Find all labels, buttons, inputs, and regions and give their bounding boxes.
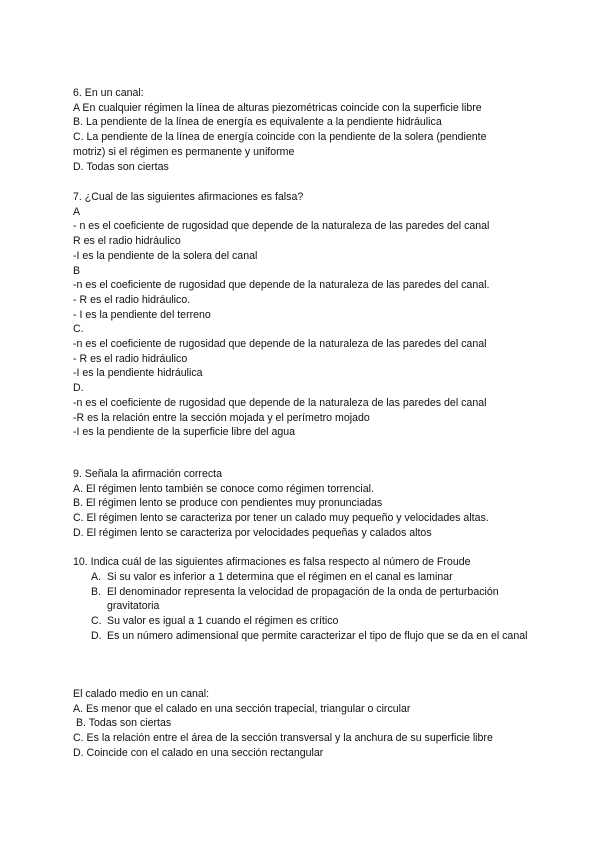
question-7-line: - R es el radio hidráulico. [73, 293, 191, 306]
option-text: Es un número adimensional que permite caracterizar el tipo de flujo que se da en el canal [107, 629, 528, 642]
option-marker: B. [91, 585, 102, 598]
question-9-option-b: B. El régimen lento se produce con pendientes muy pronunciadas [73, 497, 383, 510]
question-calado-medio-option-a: A. Es menor que el calado en una sección trapecial, triangular o circular [73, 702, 411, 715]
option-marker: C. [91, 615, 102, 628]
question-6-option-a: A En cualquier régimen la línea de alturas piezométricas coincide con la superficie libre [73, 101, 482, 114]
question-7-line: -I es la pendiente hidráulica [73, 367, 203, 380]
question-10-option-b [73, 585, 533, 614]
question-7-line: R es el radio hidráulico [73, 235, 181, 248]
question-7-line: D. [73, 382, 84, 395]
question-6-option-b: B. La pendiente de la línea de energía es equivalente a la pendiente hidráulica [73, 116, 442, 129]
question-7-line: A [73, 205, 81, 218]
question-9-option-d: D. El régimen lento se caracteriza por velocidades pequeñas y calados altos [73, 526, 432, 539]
question-calado-medio-option-b: B. Todas son ciertas [73, 717, 172, 730]
question-calado-medio-title: El calado medio en un canal: [73, 688, 210, 700]
question-7-line: -n es el coeficiente de rugosidad que depende de la naturaleza de las paredes del canal. [73, 279, 490, 292]
question-calado-medio [73, 687, 533, 761]
option-text: Su valor es igual a 1 cuando el régimen es crítico [107, 615, 339, 628]
option-marker: A. [91, 571, 102, 583]
question-10-option-d [73, 629, 533, 644]
question-7-line: -I es la pendiente de la superficie libre del agua [73, 426, 296, 439]
question-9 [73, 467, 533, 541]
question-6 [73, 86, 533, 174]
option-marker: D. [91, 629, 102, 642]
question-7-line: -n es el coeficiente de rugosidad que depende de la naturaleza de las paredes del canal [73, 396, 487, 409]
question-7-line: C. [73, 323, 84, 336]
question-calado-medio-option-c: C. Es la relación entre el área de la sección transversal y la anchura de su superficie libre [73, 732, 493, 745]
question-10-options [73, 570, 533, 644]
question-10 [73, 555, 533, 570]
question-6-title: 6. En un canal: [73, 87, 144, 99]
question-7 [73, 190, 533, 440]
question-7-line: - n es el coeficiente de rugosidad que depende de la naturaleza de las paredes del canal [73, 220, 490, 233]
question-7-line: B [73, 264, 81, 277]
question-10-title: 10. Indica cuál de las siguientes afirmaciones es falsa respecto al número de Froude [73, 556, 471, 568]
question-7-line: - I es la pendiente del terreno [73, 308, 211, 321]
question-10-option-a [73, 570, 533, 585]
question-9-title: 9. Señala la afirmación correcta [73, 468, 222, 480]
question-9-option-a: A. El régimen lento también se conoce como régimen torrencial. [73, 482, 374, 495]
question-7-line: -R es la relación entre la sección mojada y el perímetro mojado [73, 411, 370, 424]
question-6-option-c-continued: motriz) si el régimen es permanente y uniforme [73, 145, 295, 158]
question-7-title: 7. ¿Cual de las siguientes afirmaciones es falsa? [73, 191, 304, 203]
question-calado-medio-option-d: D. Coincide con el calado en una sección rectangular [73, 746, 324, 759]
question-7-line: - R es el radio hidráulico [73, 352, 188, 365]
question-9-option-c: C. El régimen lento se caracteriza por tener un calado muy pequeño y velocidades altas. [73, 512, 489, 525]
question-7-line: -n es el coeficiente de rugosidad que depende de la naturaleza de las paredes del canal [73, 338, 487, 351]
question-6-option-d: D. Todas son ciertas [73, 160, 169, 173]
question-7-line: -I es la pendiente de la solera del canal [73, 249, 258, 262]
option-text: El denominador representa la velocidad de propagación de la onda de perturbación gravitatoria [107, 585, 499, 613]
question-6-option-c: C. La pendiente de la línea de energía coincide con la pendiente de la solera (pendiente [73, 131, 487, 144]
option-text: Si su valor es inferior a 1 determina que el régimen en el canal es laminar [107, 571, 453, 583]
question-10-option-c [73, 614, 533, 629]
